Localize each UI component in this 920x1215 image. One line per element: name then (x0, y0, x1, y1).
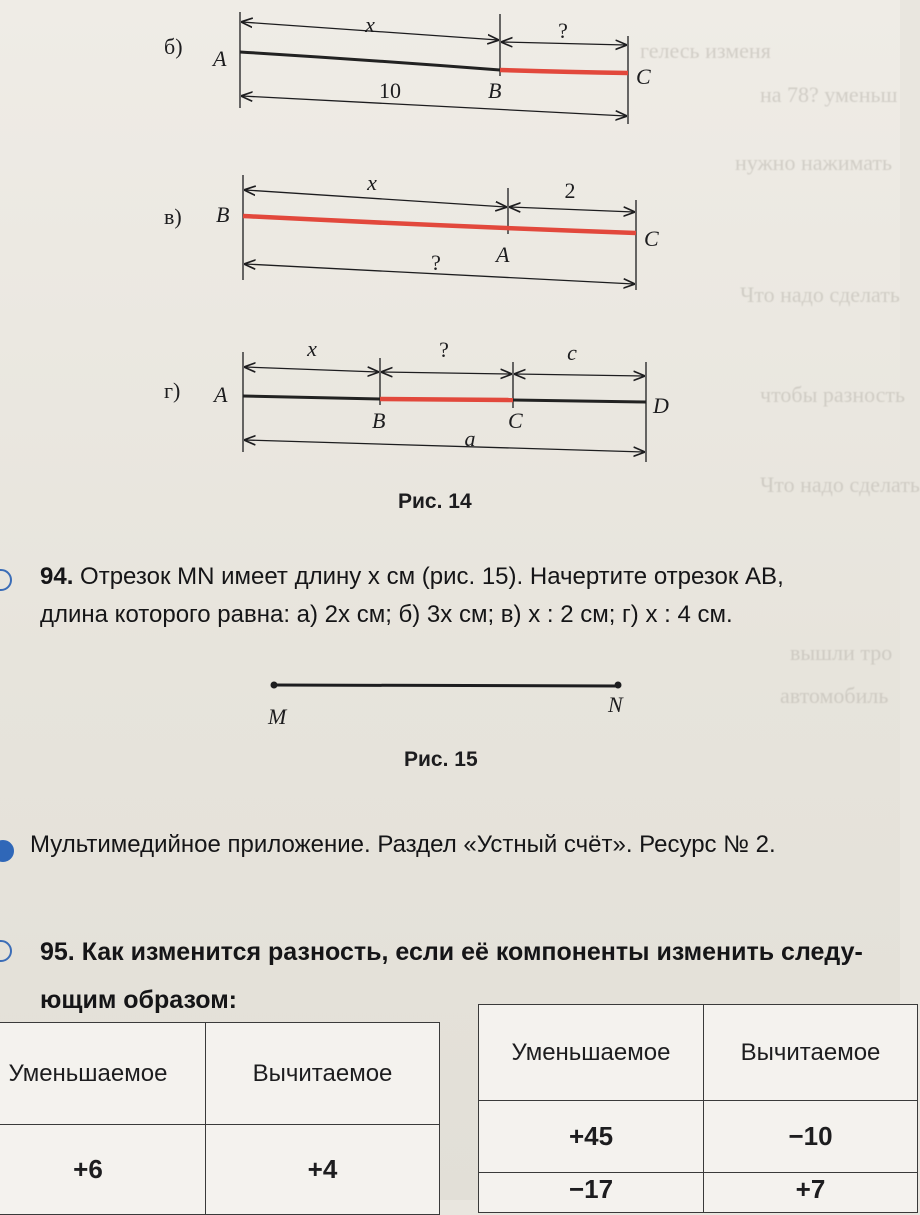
label: x (367, 170, 377, 195)
label: ? (558, 18, 568, 43)
bleed-through-text: на 78? уменьш (760, 82, 898, 107)
table-cell: −17 (479, 1173, 704, 1213)
bleed-through-text: вышли тро (790, 640, 893, 665)
table-header: Уменьшаемое (0, 1023, 206, 1125)
table-row (0, 1125, 440, 1215)
point-label: C (508, 408, 523, 433)
point-label: A (214, 382, 228, 407)
table-left (0, 1022, 440, 1215)
table-header: Вычитаемое (704, 1005, 918, 1101)
sub-letter: б) (164, 34, 183, 59)
sub-letter: в) (164, 204, 182, 229)
sub-letter: г) (164, 378, 181, 403)
bleed-through-text: гелесь изменя (640, 38, 771, 63)
label: a (464, 426, 476, 451)
point-label-m: M (268, 704, 287, 729)
table-cell: +6 (0, 1125, 206, 1215)
figure-15-caption: Рис. 15 (404, 748, 478, 771)
segment-mn (274, 685, 618, 686)
table-row (479, 1173, 918, 1213)
bleed-through-text: чтобы разность (760, 382, 906, 407)
table-row (479, 1101, 918, 1173)
bleed-through-text: автомобиль (780, 683, 889, 708)
point-label: A (496, 242, 510, 267)
table-cell: +45 (479, 1101, 704, 1173)
table-header: Вычитаемое (206, 1023, 440, 1125)
multimedia-note: Мультимедийное приложение. Раздел «Устный счёт». Ресурс № 2. (30, 831, 776, 858)
point-label: C (644, 226, 659, 251)
label: ? (439, 337, 449, 362)
point-label: D (653, 393, 669, 418)
multimedia-marker-icon (0, 840, 14, 862)
bleed-through-text: Что надо сделать (760, 472, 920, 497)
problem-text-line-2: ющим образом: (40, 986, 238, 1014)
problem-number: 94. (40, 563, 74, 590)
point-label-n: N (608, 692, 623, 717)
label: c (567, 340, 577, 365)
bleed-through-text: Что надо сделать (740, 282, 900, 307)
task-marker-icon (0, 940, 12, 962)
bleed-through-text: нужно нажимать (735, 150, 893, 175)
label: ? (431, 250, 441, 275)
point-label: B (372, 408, 386, 433)
table-cell: +7 (704, 1173, 918, 1213)
problem-text-line-2: длина которого равна: а) 2x см; б) 3x см; в) x : 2 см; г) x : 4 см. (40, 601, 733, 628)
table-right (478, 1004, 918, 1213)
problem-text-line-1: Как изменится разность, если её компоненты изменить следу- (81, 938, 863, 966)
point-label: A (213, 46, 227, 71)
label: x (307, 336, 317, 361)
label: x (365, 12, 375, 37)
problem-text-line-1: Отрезок MN имеет длину x см (рис. 15). Начертите отрезок AB, (80, 563, 784, 590)
label: 2 (564, 178, 576, 203)
point-label: C (636, 64, 651, 89)
table-header: Уменьшаемое (479, 1005, 704, 1101)
point-label: B (488, 78, 502, 103)
point-label: B (216, 202, 230, 227)
label: 10 (379, 78, 401, 103)
figure-14-caption: Рис. 14 (398, 490, 472, 513)
table-cell: +4 (206, 1125, 440, 1215)
problem-number: 95. (40, 938, 75, 966)
table-cell: −10 (704, 1101, 918, 1173)
